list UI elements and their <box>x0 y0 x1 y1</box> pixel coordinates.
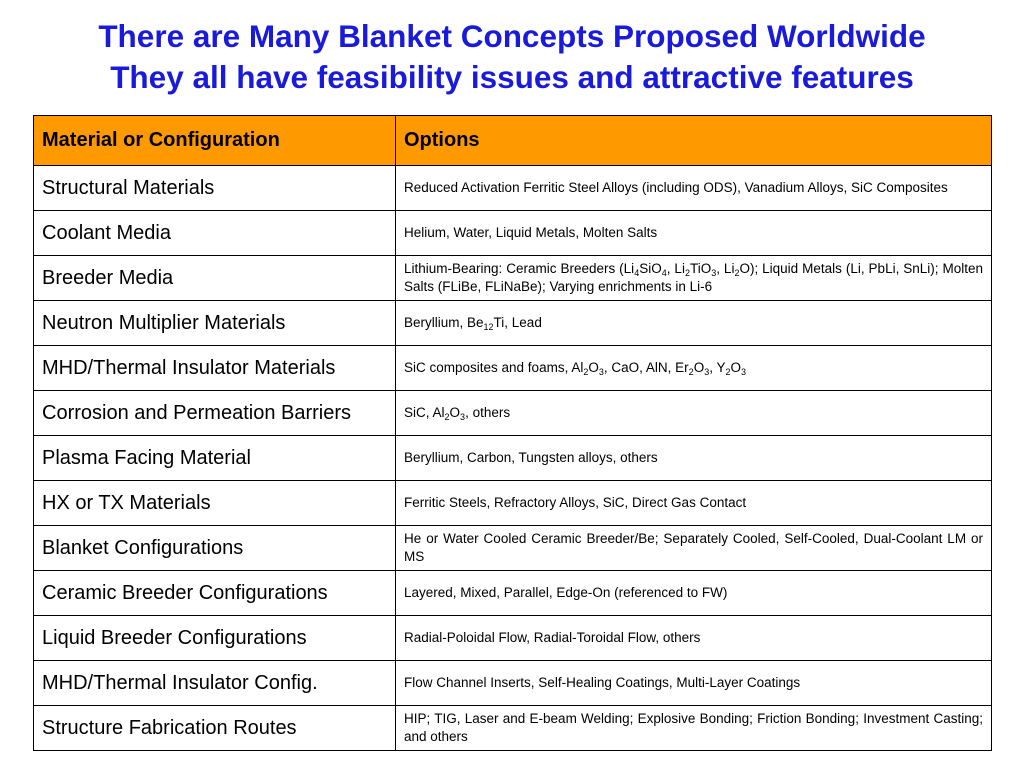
table-header-row <box>34 116 992 166</box>
options-text: , CaO, AlN, Er <box>603 360 689 375</box>
options-cell <box>396 526 992 571</box>
options-text: SiC, Al <box>404 405 445 420</box>
material-cell: Ceramic Breeder Configurations <box>34 571 396 616</box>
subscript: 12 <box>483 322 494 332</box>
options-cell <box>396 256 992 301</box>
blanket-concepts-table <box>33 115 992 751</box>
material-cell: Plasma Facing Material <box>34 436 396 481</box>
options-cell <box>396 436 992 481</box>
table-row <box>34 616 992 661</box>
options-cell <box>396 391 992 436</box>
material-cell: HX or TX Materials <box>34 481 396 526</box>
options-cell <box>396 616 992 661</box>
table-row <box>34 166 992 211</box>
options-cell <box>396 166 992 211</box>
subscript: 3 <box>704 367 710 377</box>
table-row <box>34 436 992 481</box>
options-cell <box>396 301 992 346</box>
material-cell: Structure Fabrication Routes <box>34 706 396 751</box>
options-text: , Li <box>666 261 685 276</box>
options-text: Flow Channel Inserts, Self-Healing Coatings, Multi-Layer Coatings <box>404 675 801 690</box>
table-body <box>34 166 992 751</box>
material-cell: MHD/Thermal Insulator Config. <box>34 661 396 706</box>
options-text: SiC composites and foams, Al <box>404 360 584 375</box>
material-cell: Corrosion and Permeation Barriers <box>34 391 396 436</box>
options-text: , Li <box>716 261 735 276</box>
title-line-2: They all have feasibility issues and attractive features <box>110 59 914 95</box>
header-options: Options <box>396 116 992 166</box>
table-row <box>34 526 992 571</box>
options-text: O <box>730 360 742 375</box>
subscript: 4 <box>634 268 640 278</box>
options-text: Ti, Lead <box>493 315 542 330</box>
options-text: Layered, Mixed, Parallel, Edge-On (referenced to FW) <box>404 585 728 600</box>
subscript: 2 <box>684 268 690 278</box>
subscript: 3 <box>741 367 747 377</box>
table-row <box>34 661 992 706</box>
subscript: 2 <box>725 367 731 377</box>
material-cell: Coolant Media <box>34 211 396 256</box>
slide-title <box>0 16 1024 98</box>
options-text: O <box>693 360 705 375</box>
subscript: 2 <box>688 367 694 377</box>
options-text: Beryllium, Carbon, Tungsten alloys, others <box>404 450 658 465</box>
options-text: SiO <box>639 261 662 276</box>
material-cell: Breeder Media <box>34 256 396 301</box>
table-row <box>34 571 992 616</box>
table-row <box>34 481 992 526</box>
material-cell: Structural Materials <box>34 166 396 211</box>
table-row <box>34 301 992 346</box>
options-text: O <box>588 360 599 375</box>
subscript: 3 <box>711 268 717 278</box>
options-text: O <box>449 405 461 420</box>
options-text: He or Water Cooled Ceramic Breeder/Be; Separately Cooled, Self-Cooled, Dual-Coolant LM or MS <box>404 531 983 564</box>
table-row <box>34 346 992 391</box>
subscript: 4 <box>661 268 667 278</box>
material-cell: Liquid Breeder Configurations <box>34 616 396 661</box>
options-cell <box>396 706 992 751</box>
material-cell: Neutron Multiplier Materials <box>34 301 396 346</box>
options-text: Lithium-Bearing: Ceramic Breeders (Li <box>404 261 635 276</box>
subscript: 3 <box>460 412 466 422</box>
subscript: 2 <box>444 412 450 422</box>
options-text: Reduced Activation Ferritic Steel Alloys (including ODS), Vanadium Alloys, SiC Composites <box>404 180 948 195</box>
options-text: O); Liquid Metals (Li, PbLi, SnLi); Molten Salts (FLiBe, FLiNaBe); Varying enrichments in Li-6 <box>404 261 984 294</box>
table-row <box>34 256 992 301</box>
options-text: Radial-Poloidal Flow, Radial-Toroidal Flow, others <box>404 630 701 645</box>
title-line-1: There are Many Blanket Concepts Proposed Worldwide <box>98 18 926 54</box>
options-cell <box>396 571 992 616</box>
options-cell <box>396 481 992 526</box>
header-material: Material or Configuration <box>34 116 396 166</box>
table-row <box>34 211 992 256</box>
options-text: , Y <box>709 360 726 375</box>
material-cell: MHD/Thermal Insulator Materials <box>34 346 396 391</box>
table-row <box>34 391 992 436</box>
subscript: 2 <box>734 268 740 278</box>
material-cell: Blanket Configurations <box>34 526 396 571</box>
options-cell <box>396 211 992 256</box>
options-text: Beryllium, Be <box>404 315 484 330</box>
options-text: , others <box>465 405 511 420</box>
subscript: 2 <box>583 367 589 377</box>
options-cell <box>396 346 992 391</box>
options-text: HIP; TIG, Laser and E-beam Welding; Explosive Bonding; Friction Bonding; Investment Casting; and others <box>404 711 983 744</box>
options-text: Helium, Water, Liquid Metals, Molten Salts <box>404 225 658 240</box>
options-text: Ferritic Steels, Refractory Alloys, SiC, Direct Gas Contact <box>404 495 747 510</box>
options-cell <box>396 661 992 706</box>
options-text: TiO <box>689 261 712 276</box>
table-row <box>34 706 992 751</box>
subscript: 3 <box>598 367 604 377</box>
